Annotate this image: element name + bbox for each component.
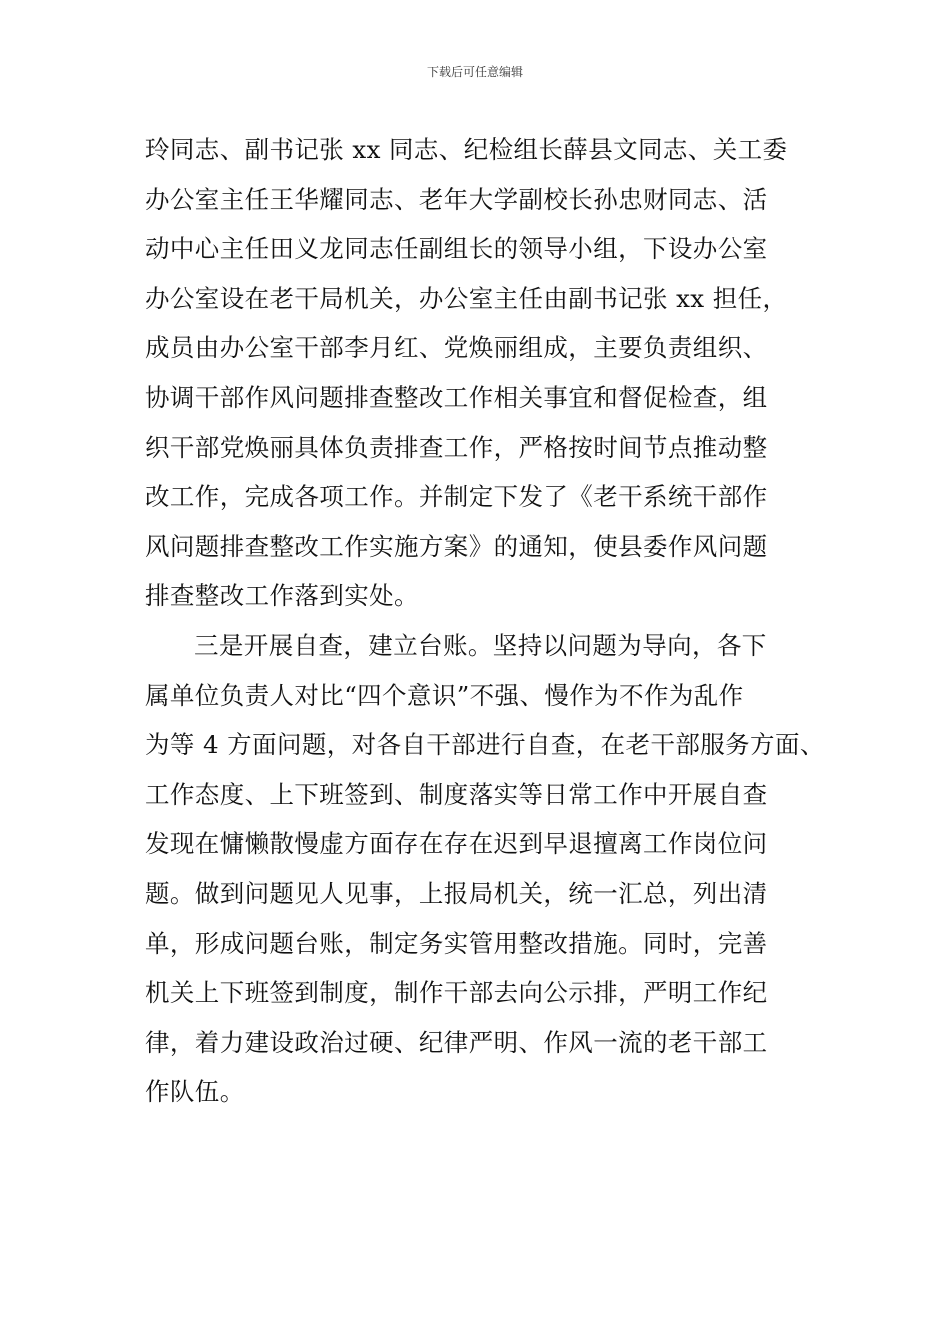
document-body: [145, 125, 845, 1117]
text-line: 律，着力建设政治过硬、纪律严明、作风一流的老干部工: [145, 1027, 768, 1057]
text-line: 题。做到问题见人见事，上报局机关，统一汇总，列出清: [145, 878, 768, 908]
text-line: 办公室主任王华耀同志、老年大学副校长孙忠财同志、活: [145, 184, 768, 214]
text-line: 属单位负责人对比“四个意识”不强、慢作为不作为乱作: [145, 680, 744, 710]
text-line: 排查整改工作落到实处。: [145, 581, 419, 611]
text-line: 成员由办公室干部李月红、党焕丽组成，主要负责组织、: [145, 333, 768, 363]
text-line: 单，形成问题台账，制定务实管用整改措施。同时，完善: [145, 928, 768, 958]
text-line: 动中心主任田义龙同志任副组长的领导小组，下设办公室: [145, 234, 768, 264]
paragraph-2: [145, 621, 845, 1117]
text-line: 作队伍。: [145, 1077, 245, 1107]
text-line: 办公室设在老干局机关，办公室主任由副书记张 xx 担任，: [145, 283, 788, 313]
text-line: 机关上下班签到制度，制作干部去向公示排，严明工作纪: [145, 978, 768, 1008]
text-line: 协调干部作风问题排查整改工作相关事宜和督促检查，组: [145, 382, 768, 412]
text-line: 风问题排查整改工作实施方案》的通知，使县委作风问题: [145, 531, 768, 561]
text-line: 为等 4 方面问题，对各自干部进行自查，在老干部服务方面、: [145, 730, 825, 760]
text-line: 织干部党焕丽具体负责排查工作，严格按时间节点推动整: [145, 432, 768, 462]
text-line: 工作态度、上下班签到、制度落实等日常工作中开展自查: [145, 779, 768, 809]
page-header: 下载后可任意编辑: [426, 65, 523, 79]
text-line-first-indented: 三是开展自查，建立台账。坚持以问题为导向，各下: [194, 630, 767, 660]
paragraph-1: [145, 125, 845, 621]
text-line: 发现在慵懒散慢虚方面存在存在迟到早退擅离工作岗位问: [145, 829, 768, 859]
text-line: 玲同志、副书记张 xx 同志、纪检组长薛县文同志、关工委: [145, 135, 788, 164]
text-line: 改工作，完成各项工作。并制定下发了《老干系统干部作: [145, 482, 768, 512]
